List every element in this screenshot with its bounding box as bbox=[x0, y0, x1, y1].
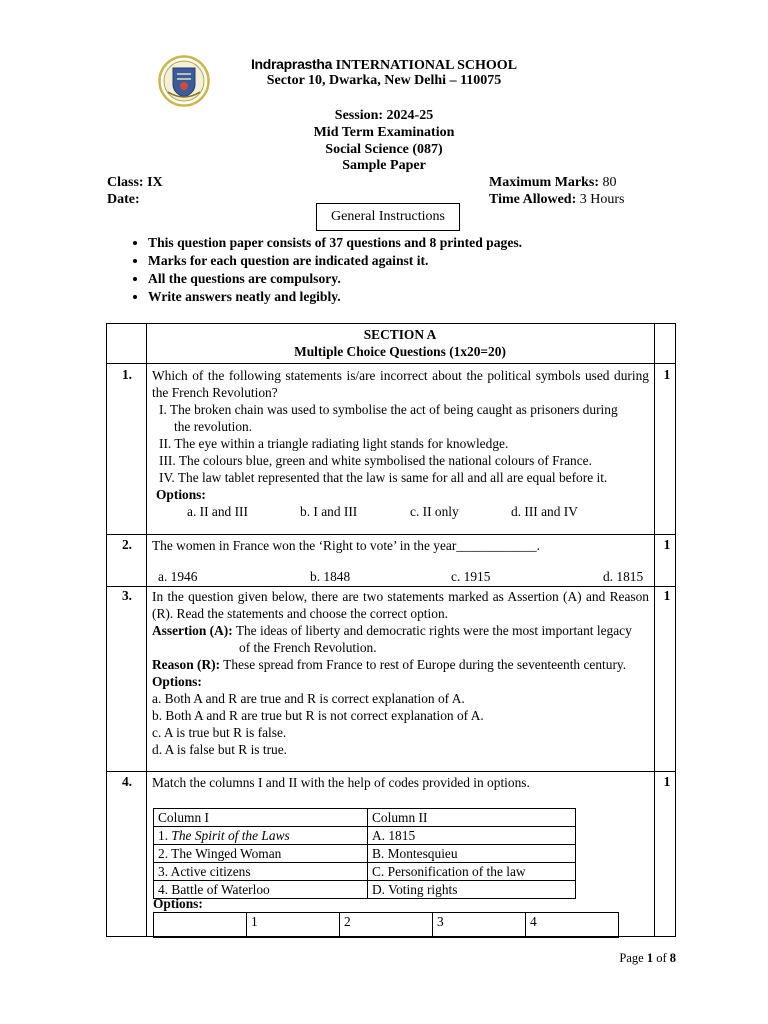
subject: Social Science (087) bbox=[325, 142, 443, 157]
row-divider bbox=[107, 771, 675, 772]
exam-name: Mid Term Examination bbox=[313, 125, 455, 140]
paper-type: Sample Paper bbox=[342, 158, 426, 173]
option: c. A is true but R is false. bbox=[152, 725, 287, 740]
school-suffix: INTERNATIONAL SCHOOL bbox=[335, 58, 518, 73]
page-word: Page bbox=[619, 951, 644, 965]
question-marks: 1 bbox=[663, 367, 671, 382]
statement: II. The eye within a triangle radiating light stands for knowledge. bbox=[159, 436, 509, 451]
statement: IV. The law tablet represented that the law is same for all and all are equal before it. bbox=[159, 470, 608, 485]
option: c. II only bbox=[410, 504, 459, 519]
question-3 bbox=[152, 588, 649, 758]
options-label: Options: bbox=[153, 896, 203, 911]
code-cell bbox=[154, 913, 247, 938]
option: b. 1848 bbox=[310, 569, 351, 584]
question-table bbox=[106, 323, 676, 937]
question-number: 3. bbox=[121, 588, 133, 603]
options-label: Options: bbox=[152, 674, 202, 689]
match-table bbox=[153, 808, 576, 899]
row-divider bbox=[107, 586, 675, 587]
statement: III. The colours blue, green and white symbolised the national colours of France. bbox=[159, 453, 592, 468]
section-subtitle: Multiple Choice Questions (1x20=20) bbox=[294, 344, 506, 359]
code-cell: 3 bbox=[433, 913, 526, 938]
section-header bbox=[146, 326, 654, 360]
statement: the revolution. bbox=[174, 419, 253, 434]
match-header-row bbox=[154, 809, 576, 827]
instruction-item: • All the questions are compulsory. bbox=[148, 270, 522, 288]
options-row bbox=[152, 568, 649, 585]
option: d. 1815 bbox=[603, 569, 644, 584]
column-ii-cell: C. Personification of the law bbox=[368, 863, 576, 881]
match-row bbox=[154, 827, 576, 845]
code-cell: 4 bbox=[526, 913, 619, 938]
reason bbox=[152, 656, 649, 673]
codes-table bbox=[153, 912, 619, 938]
code-cell: 2 bbox=[340, 913, 433, 938]
option: b. Both A and R are true but R is not correct explanation of A. bbox=[152, 708, 484, 723]
question-number: 2. bbox=[121, 537, 133, 552]
item-number: 1. bbox=[158, 828, 169, 843]
col-divider bbox=[146, 324, 147, 936]
reason-label: Reason (R): bbox=[152, 657, 221, 672]
assertion-label: Assertion (A): bbox=[152, 623, 233, 638]
time-allowed bbox=[489, 192, 624, 208]
page-number: 1 bbox=[646, 951, 654, 965]
question-marks: 1 bbox=[663, 588, 671, 603]
col-divider bbox=[654, 324, 655, 936]
question-marks: 1 bbox=[663, 774, 671, 789]
question-number: 1. bbox=[121, 367, 133, 382]
options-row bbox=[152, 503, 649, 520]
row-divider bbox=[107, 363, 675, 364]
time-value: 3 Hours bbox=[579, 192, 625, 207]
column-ii-cell: D. Voting rights bbox=[368, 881, 576, 899]
column-ii-cell: A. 1815 bbox=[368, 827, 576, 845]
time-label: Time Allowed: bbox=[489, 192, 577, 207]
question-4 bbox=[152, 774, 649, 791]
option: d. III and IV bbox=[511, 504, 578, 519]
max-marks-label: Maximum Marks: bbox=[489, 175, 600, 190]
assertion-text: The ideas of liberty and democratic rights were the most important legacy bbox=[235, 623, 632, 638]
class-value: IX bbox=[147, 175, 163, 190]
max-marks bbox=[489, 175, 617, 191]
option: d. A is false but R is true. bbox=[152, 742, 288, 757]
of-word: of bbox=[656, 951, 667, 965]
page-footer bbox=[619, 951, 676, 966]
row-divider bbox=[107, 534, 675, 535]
date-label: Date: bbox=[107, 192, 140, 207]
assertion bbox=[152, 622, 649, 639]
option: c. 1915 bbox=[451, 569, 491, 584]
instruction-item: • Marks for each question are indicated against it. bbox=[148, 252, 522, 270]
assertion-text-cont: of the French Revolution. bbox=[239, 640, 377, 655]
item-title: The Spirit of the Laws bbox=[171, 828, 290, 843]
instruction-item: • Write answers neatly and legibly. bbox=[148, 288, 522, 306]
general-instructions-title: General Instructions bbox=[316, 203, 460, 231]
instructions-list bbox=[128, 234, 522, 306]
question-stem: The women in France won the ‘Right to vote’ in the year____________. bbox=[152, 538, 540, 553]
school-brand: Indraprastha bbox=[250, 56, 333, 72]
statement: I. The broken chain was used to symbolise the act of being caught as prisoners during bbox=[159, 402, 618, 417]
match-row bbox=[154, 863, 576, 881]
instruction-item: • This question paper consists of 37 questions and 8 printed pages. bbox=[148, 234, 522, 252]
school-address: Sector 10, Dwarka, New Delhi – 110075 bbox=[266, 73, 502, 88]
option: a. Both A and R are true and R is correct explanation of A. bbox=[152, 691, 465, 706]
options-label: Options: bbox=[156, 487, 206, 502]
option: a. 1946 bbox=[158, 569, 198, 584]
column-i-header: Column I bbox=[154, 809, 368, 827]
option: b. I and III bbox=[300, 504, 358, 519]
question-number: 4. bbox=[121, 774, 133, 789]
max-marks-value: 80 bbox=[602, 175, 617, 190]
column-ii-cell: B. Montesquieu bbox=[368, 845, 576, 863]
reason-text: These spread from France to rest of Europe during the seventeenth century. bbox=[223, 657, 627, 672]
session: Session: 2024-25 bbox=[334, 108, 434, 123]
column-ii-header: Column II bbox=[368, 809, 576, 827]
column-i-cell: 2. The Winged Woman bbox=[154, 845, 368, 863]
column-i-cell: 3. Active citizens bbox=[154, 863, 368, 881]
question-stem: In the question given below, there are two statements marked as Assertion (A) and Reason (R). Read the statements and choose the correct option. bbox=[152, 589, 649, 621]
match-row bbox=[154, 845, 576, 863]
question-marks: 1 bbox=[663, 537, 671, 552]
code-cell: 1 bbox=[247, 913, 340, 938]
question-stem: Which of the following statements is/are incorrect about the political symbols used during the French Revolution? bbox=[152, 368, 649, 400]
question-stem: Match the columns I and II with the help of codes provided in options. bbox=[152, 775, 530, 790]
section-title: SECTION A bbox=[363, 327, 437, 342]
class-info bbox=[107, 175, 163, 191]
column-i-cell: 4. Battle of Waterloo bbox=[154, 881, 368, 899]
question-1 bbox=[152, 367, 649, 520]
school-name bbox=[0, 56, 768, 74]
option: a. II and III bbox=[187, 504, 248, 519]
column-i-cell bbox=[154, 827, 368, 845]
page-total: 8 bbox=[669, 951, 676, 965]
question-2 bbox=[152, 537, 649, 585]
class-label: Class: bbox=[107, 175, 144, 190]
codes-header-row bbox=[154, 913, 619, 938]
match-row bbox=[154, 881, 576, 899]
